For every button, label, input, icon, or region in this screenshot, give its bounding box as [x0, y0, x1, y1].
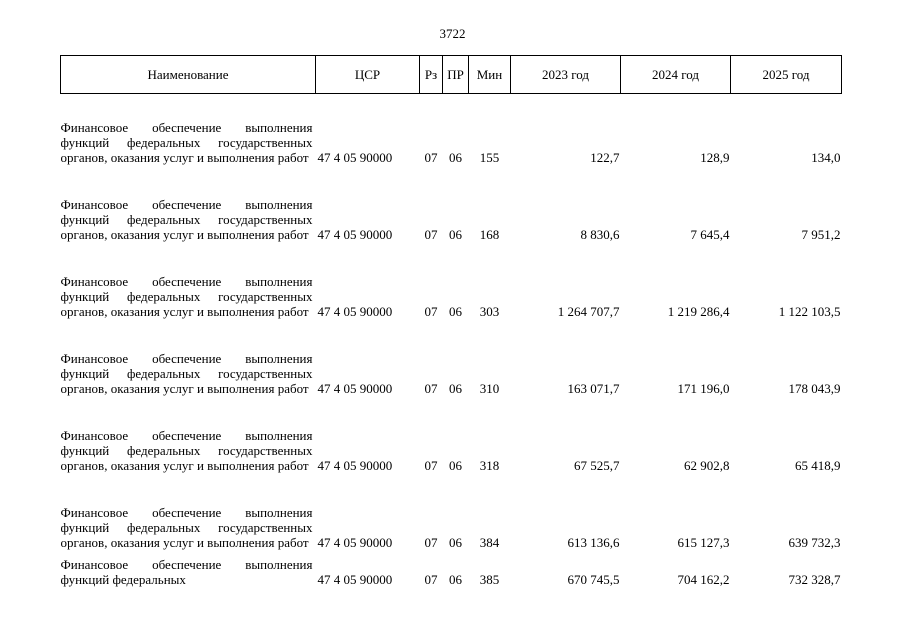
table-row — [61, 396, 842, 473]
row-pr: 06 — [449, 458, 462, 473]
row-pr: 06 — [449, 535, 462, 550]
row-2024: 615 127,3 — [677, 535, 730, 550]
table-row — [61, 550, 842, 587]
row-2025: 65 418,9 — [795, 458, 841, 473]
row-csr: 47 4 05 90000 — [317, 535, 393, 550]
header-2023: 2023 год — [511, 56, 621, 94]
row-2023: 122,7 — [590, 150, 620, 165]
row-2023: 613 136,6 — [567, 535, 620, 550]
row-2023: 163 071,7 — [567, 381, 620, 396]
budget-table — [60, 55, 842, 587]
row-min: 155 — [479, 150, 500, 165]
row-rz: 07 — [424, 150, 438, 165]
row-2025: 732 328,7 — [788, 572, 841, 587]
row-rz: 07 — [424, 572, 438, 587]
row-min: 303 — [479, 304, 500, 319]
header-row — [61, 56, 842, 94]
row-2025: 639 732,3 — [788, 535, 841, 550]
row-2024: 704 162,2 — [677, 572, 730, 587]
row-pr: 06 — [449, 304, 462, 319]
row-2024: 7 645,4 — [690, 227, 730, 242]
row-2025: 134,0 — [811, 150, 841, 165]
row-2023: 67 525,7 — [574, 458, 620, 473]
row-rz: 07 — [424, 535, 438, 550]
row-2024: 62 902,8 — [684, 458, 730, 473]
table-row — [61, 165, 842, 242]
header-csr: ЦСР — [316, 56, 420, 94]
row-2025: 178 043,9 — [788, 381, 841, 396]
header-2024: 2024 год — [621, 56, 731, 94]
table-header — [61, 56, 842, 94]
row-csr: 47 4 05 90000 — [317, 458, 393, 473]
row-csr: 47 4 05 90000 — [317, 381, 393, 396]
row-pr: 06 — [449, 572, 462, 587]
row-rz: 07 — [424, 381, 438, 396]
row-name: Финансовое обеспечение выполнения функций федеральных государственных органов, оказания услуг и выполнения работ — [60, 505, 313, 550]
row-pr: 06 — [449, 227, 462, 242]
header-min: Мин — [469, 56, 511, 94]
header-name: Наименование — [61, 56, 316, 94]
row-pr: 06 — [449, 381, 462, 396]
row-rz: 07 — [424, 458, 438, 473]
header-pr: ПР — [443, 56, 469, 94]
row-name: Финансовое обеспечение выполнения функций федеральных государственных органов, оказания услуг и выполнения работ — [60, 274, 313, 319]
row-min: 318 — [479, 458, 500, 473]
row-2024: 1 219 286,4 — [667, 304, 730, 319]
row-min: 310 — [479, 381, 500, 396]
table-row — [61, 473, 842, 550]
row-min: 385 — [479, 572, 500, 587]
row-2023: 670 745,5 — [567, 572, 620, 587]
row-name: Финансовое обеспечение выполнения функций федеральных — [60, 557, 313, 587]
row-csr: 47 4 05 90000 — [317, 572, 393, 587]
row-name: Финансовое обеспечение выполнения функций федеральных государственных органов, оказания услуг и выполнения работ — [60, 197, 313, 242]
row-2024: 128,9 — [700, 150, 730, 165]
row-name: Финансовое обеспечение выполнения функций федеральных государственных органов, оказания услуг и выполнения работ — [60, 351, 313, 396]
row-csr: 47 4 05 90000 — [317, 150, 393, 165]
row-rz: 07 — [424, 227, 438, 242]
header-rz: Рз — [420, 56, 443, 94]
row-csr: 47 4 05 90000 — [317, 304, 393, 319]
table-row — [61, 242, 842, 319]
row-2025: 1 122 103,5 — [778, 304, 841, 319]
table-row — [61, 94, 842, 166]
table-row — [61, 319, 842, 396]
row-min: 168 — [479, 227, 500, 242]
row-rz: 07 — [424, 304, 438, 319]
page-number: 3722 — [439, 26, 466, 41]
row-pr: 06 — [449, 150, 462, 165]
row-min: 384 — [479, 535, 500, 550]
row-2023: 1 264 707,7 — [557, 304, 620, 319]
table-body — [61, 94, 842, 588]
row-2023: 8 830,6 — [580, 227, 620, 242]
row-name: Финансовое обеспечение выполнения функций федеральных государственных органов, оказания услуг и выполнения работ — [60, 428, 313, 473]
row-2024: 171 196,0 — [677, 381, 730, 396]
row-2025: 7 951,2 — [801, 227, 841, 242]
row-name: Финансовое обеспечение выполнения функций федеральных государственных органов, оказания услуг и выполнения работ — [60, 120, 313, 165]
header-2025: 2025 год — [731, 56, 842, 94]
row-csr: 47 4 05 90000 — [317, 227, 393, 242]
